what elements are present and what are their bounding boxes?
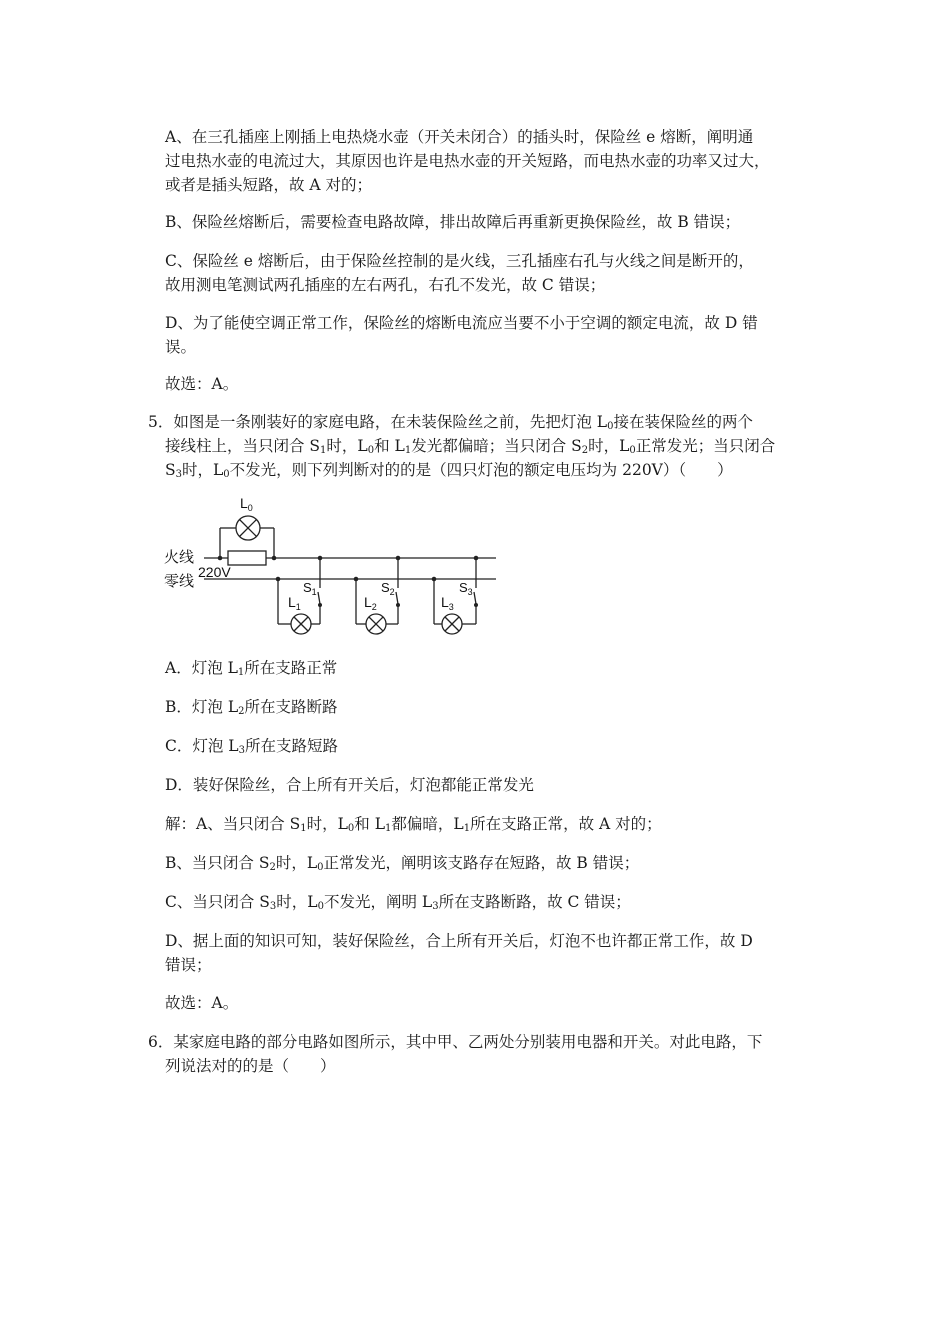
q4-analysis-c: [165, 249, 805, 297]
q4-c-line-1: C、保险丝 e 熔断后，由于保险丝控制的是火线，三孔插座右孔与火线之间是断开的，: [165, 252, 754, 270]
q5-stem: [148, 410, 808, 482]
neutral-wire-label: 零线: [164, 573, 195, 590]
live-wire-label: 火线: [164, 549, 195, 566]
q4-a-line-3: 或者是插头短路，故 A 对的；: [165, 176, 373, 194]
S3-label: $S_3$: [459, 580, 473, 597]
q5-solution-d-line-2: 错误；: [165, 956, 212, 974]
L3-label: $L_3$: [441, 594, 454, 612]
q4-analysis-a: [165, 125, 805, 197]
L1-label: $L_1$: [288, 594, 301, 612]
q5-option-b: B．灯泡 $L_2$所在支路断路: [165, 698, 338, 717]
q4-c-line-2: 故用测电笔测试两孔插座的左右两孔，右孔不发光，故 C 错误；: [165, 276, 606, 294]
L0-label: $L_0$: [240, 495, 253, 513]
switch-S2: [396, 592, 398, 604]
fuse-terminal-box: [228, 551, 266, 565]
q4-b-line-1: B、保险丝熔断后，需要检查电路故障，排出故障后再重新更换保险丝，故 B 错误；: [165, 213, 741, 231]
q5-option-d: D．装好保险丝，合上所有开关后，灯泡都能正常发光: [165, 776, 534, 794]
q4-answer: 故选：A。: [165, 375, 239, 393]
q5-solution-a: 解：A、当只闭合 $S_1$时，$L_0$和 $L_1$都偏暗，$L_1$所在支路正常，故 A 对的；: [165, 815, 662, 834]
q4-d-line-2: 误。: [165, 338, 197, 356]
circuit-diagram: [160, 488, 510, 640]
q5-stem-line-3: $S_3$时，$L_0$不发光，则下列判断对的的是（四只灯泡的额定电压均为 220V）（ ）: [165, 461, 733, 480]
q5-answer: 故选：A。: [165, 994, 239, 1012]
switch-S1: [318, 592, 320, 604]
q6-stem-line-2: 列说法对的的是（ ）: [165, 1057, 336, 1075]
q5-stem-line-1: 5．如图是一条刚装好的家庭电路，在未装保险丝之前，先把灯泡 $L_0$接在装保险丝的两个: [148, 413, 753, 432]
q5-option-a: A．灯泡 $L_1$所在支路正常: [165, 659, 338, 678]
S1-label: $S_1$: [303, 580, 317, 597]
q5-stem-line-2: 接线柱上，当只闭合 $S_1$时，$L_0$和 $L_1$发光都偏暗；当只闭合 $S_2$时，$L_0$正常发光；当只闭合: [165, 437, 776, 456]
switch-S3: [474, 592, 476, 604]
q4-analysis-d: [165, 311, 805, 359]
q5-solution-d: [165, 929, 805, 977]
L2-label: $L_2$: [364, 594, 377, 612]
q4-d-line-1: D、为了能使空调正常工作，保险丝的熔断电流应当要不小于空调的额定电流，故 D 错: [165, 314, 758, 332]
q5-solution-d-line-1: D、据上面的知识可知，装好保险丝，合上所有开关后，灯泡不也许都正常工作，故 D: [165, 932, 753, 950]
q6-stem-line-1: 6．某家庭电路的部分电路如图所示，其中甲、乙两处分别装用电器和开关。对此电路，下: [148, 1033, 763, 1051]
q6-stem: [148, 1030, 808, 1078]
voltage-label: 220V: [198, 564, 231, 580]
q4-analysis-b: [165, 210, 805, 234]
q5-option-c: C．灯泡 $L_3$所在支路短路: [165, 737, 338, 756]
q5-solution-c: C、当只闭合 $S_3$时，$L_0$不发光，阐明 $L_3$所在支路断路，故 C 错误；: [165, 893, 631, 912]
S2-label: $S_2$: [381, 580, 395, 597]
q4-a-line-1: A、在三孔插座上刚插上电热烧水壶（开关未闭合）的插头时，保险丝 e 熔断，阐明通: [165, 128, 754, 146]
q4-a-line-2: 过电热水壶的电流过大，其原因也许是电热水壶的开关短路，而电热水壶的功率又过大，: [165, 152, 770, 170]
q5-solution-b: B、当只闭合 $S_2$时，$L_0$正常发光，阐明该支路存在短路，故 B 错误；: [165, 854, 640, 873]
